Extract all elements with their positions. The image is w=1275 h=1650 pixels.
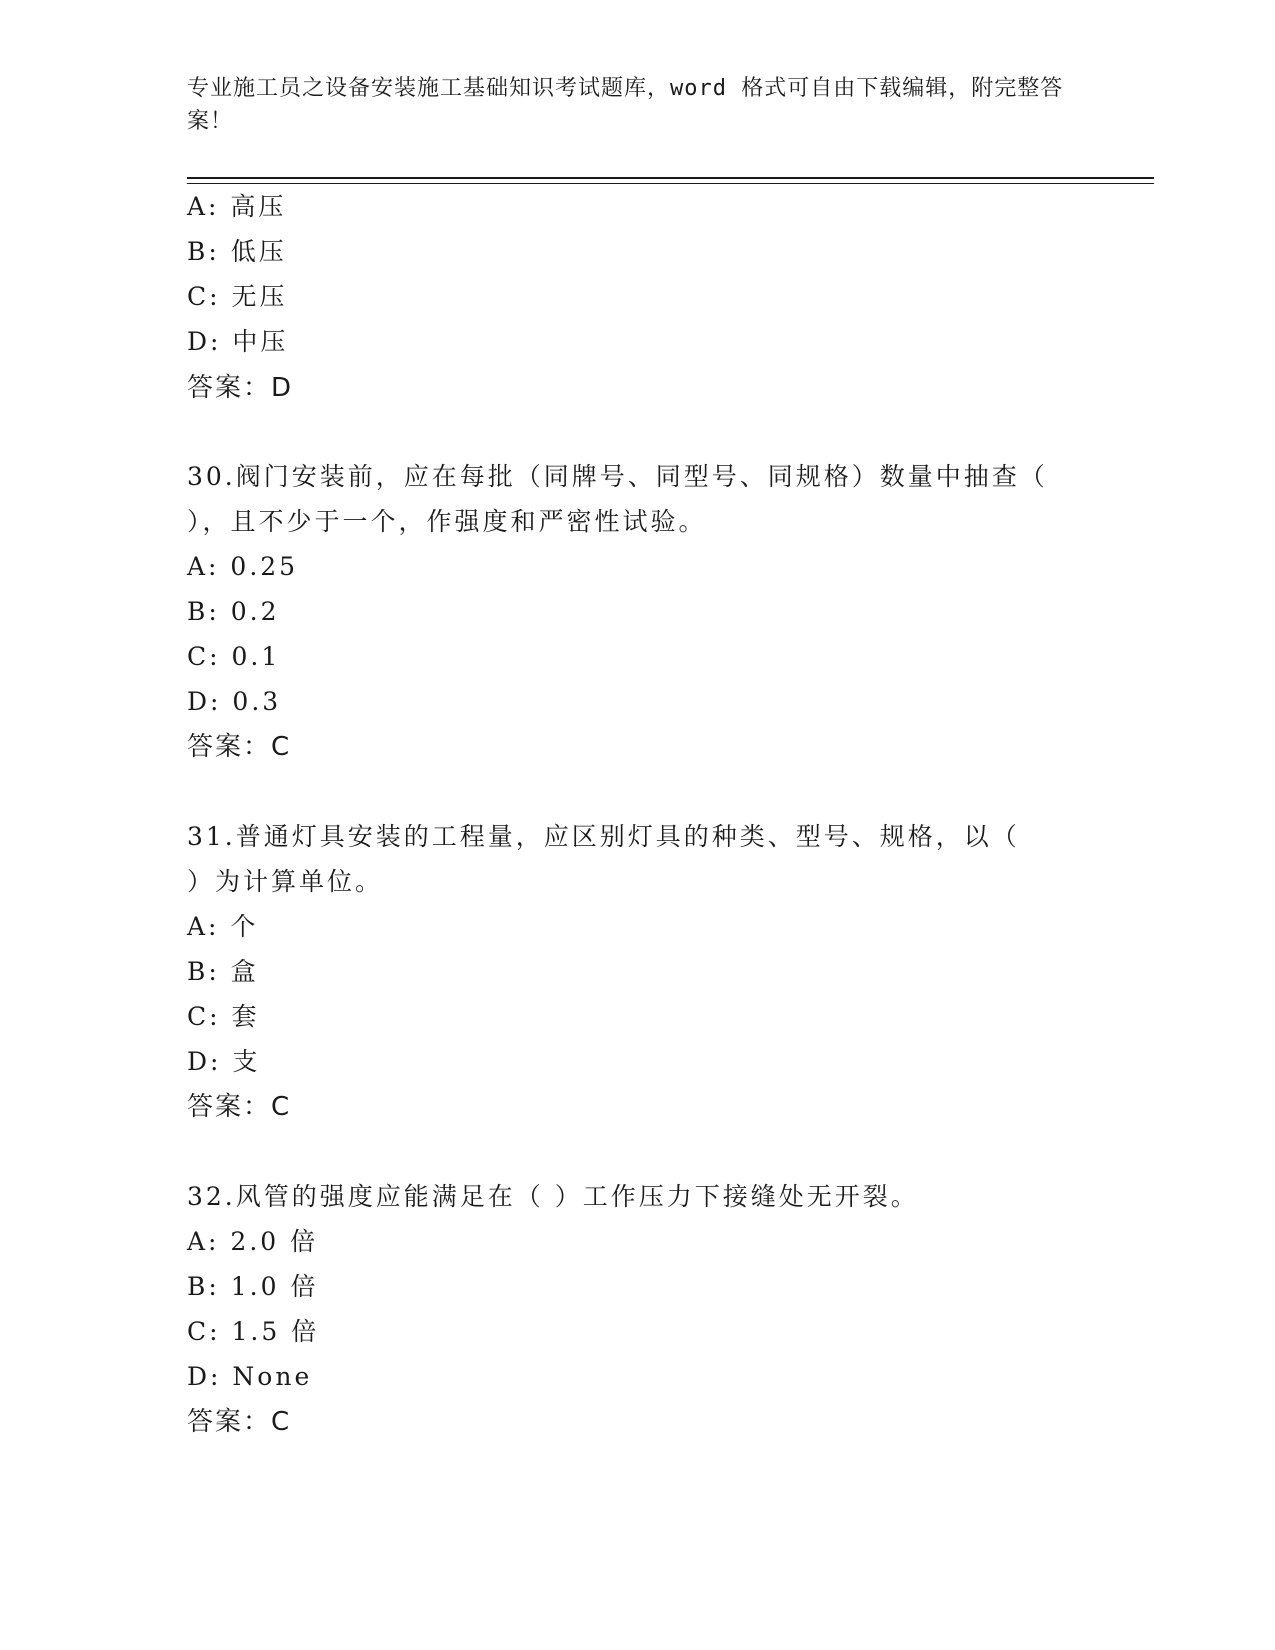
answer: 答案：C <box>187 1407 292 1437</box>
option-c: C: 1.5 倍 <box>187 1317 320 1346</box>
question-stem: 30.阀门安装前，应在每批（同牌号、同型号、同规格）数量中抽查（ <box>187 462 1048 491</box>
question-stem-continued: ）为计算单位。 <box>187 867 384 896</box>
option-b: B: 0.2 <box>187 597 280 626</box>
option-b: B: 盒 <box>187 957 259 986</box>
header-rule-thin <box>187 183 1154 184</box>
document-header: 专业施工员之设备安装施工基础知识考试题库，word 格式可自由下载编辑，附完整答案！ <box>187 76 1064 134</box>
question-stem-continued: ），且不少于一个，作强度和严密性试验。 <box>187 507 707 536</box>
answer: 答案：D <box>187 373 294 403</box>
option-a: A: 高压 <box>187 192 287 221</box>
option-b: B: 1.0 倍 <box>187 1272 319 1301</box>
header-rule-thick <box>187 177 1154 179</box>
option-d: D: None <box>187 1362 313 1391</box>
option-d: D: 0.3 <box>187 687 282 716</box>
option-b: B: 低压 <box>187 237 287 266</box>
answer: 答案：C <box>187 732 292 762</box>
option-a: A: 个 <box>187 912 259 941</box>
option-c: C: 无压 <box>187 282 288 311</box>
option-c: C: 0.1 <box>187 642 281 671</box>
option-d: D: 支 <box>187 1047 261 1076</box>
option-c: C: 套 <box>187 1002 260 1031</box>
option-a: A: 0.25 <box>187 552 299 581</box>
option-a: A: 2.0 倍 <box>187 1227 319 1256</box>
option-d: D: 中压 <box>187 327 289 356</box>
question-stem: 32.风管的强度应能满足在（ ）工作压力下接缝处无开裂。 <box>187 1182 919 1211</box>
question-stem: 31.普通灯具安装的工程量，应区别灯具的种类、型号、规格，以（ <box>187 822 1020 851</box>
answer: 答案：C <box>187 1092 292 1122</box>
